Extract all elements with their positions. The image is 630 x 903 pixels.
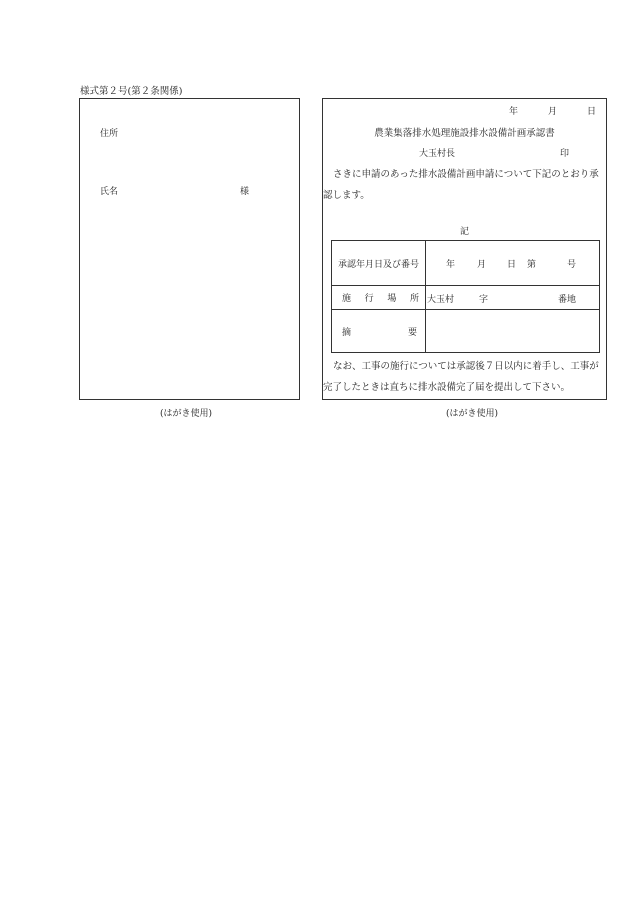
remarks-label <box>332 310 426 353</box>
approval-body-text: さきに申請のあった排水設備計画申請について下記のとおり承認します。 <box>323 169 599 201</box>
label-char: 施 <box>342 294 352 304</box>
document-title: 農業集落排水処理施設排水設備計画承認書 <box>374 128 555 139</box>
label-char: 摘 <box>342 327 352 338</box>
location-banchi: 番地 <box>558 295 577 305</box>
construction-location-value <box>426 286 600 310</box>
table-row <box>332 310 600 353</box>
date-year: 年 <box>509 107 519 117</box>
approval-date-number-value <box>426 241 600 286</box>
construction-location-label <box>332 286 426 310</box>
approval-year: 年 <box>446 260 456 270</box>
mayor-label: 大玉村長 <box>419 149 456 159</box>
location-aza: 字 <box>479 295 489 305</box>
postcard-caption-right: (はがき使用) <box>446 409 499 419</box>
approval-date-number-label: 承認年月日及び番号 <box>332 241 426 286</box>
approval-go: 号 <box>567 260 577 270</box>
label-char: 所 <box>409 294 419 304</box>
approval-month: 月 <box>477 260 487 270</box>
label-char: 行 <box>364 294 374 304</box>
approval-detail-table <box>331 240 600 353</box>
honorific-label: 様 <box>240 187 250 197</box>
form-number-label: 様式第２号(第２条関係) <box>80 86 183 97</box>
postcard-address-side <box>79 98 300 400</box>
ki-heading: 記 <box>459 227 469 237</box>
name-label: 氏名 <box>100 187 119 197</box>
date-day: 日 <box>587 107 597 117</box>
approval-dai: 第 <box>527 260 537 270</box>
approval-day: 日 <box>507 260 517 270</box>
postcard-approval-side <box>322 98 607 400</box>
table-row <box>332 241 600 286</box>
table-row <box>332 286 600 310</box>
seal-label: 印 <box>560 149 570 159</box>
location-village: 大玉村 <box>427 295 455 305</box>
address-label: 住所 <box>100 129 119 139</box>
date-month: 月 <box>548 107 558 117</box>
footer-notice-text: なお、工事の施行については承認後７日以内に着手し、工事が完了したときは直ちに排水設備完了届を提出して下さい。 <box>323 361 599 393</box>
remarks-value <box>426 310 600 353</box>
postcard-caption-left: (はがき使用) <box>160 409 213 419</box>
label-char: 場 <box>387 294 397 304</box>
label-char: 要 <box>407 327 417 338</box>
